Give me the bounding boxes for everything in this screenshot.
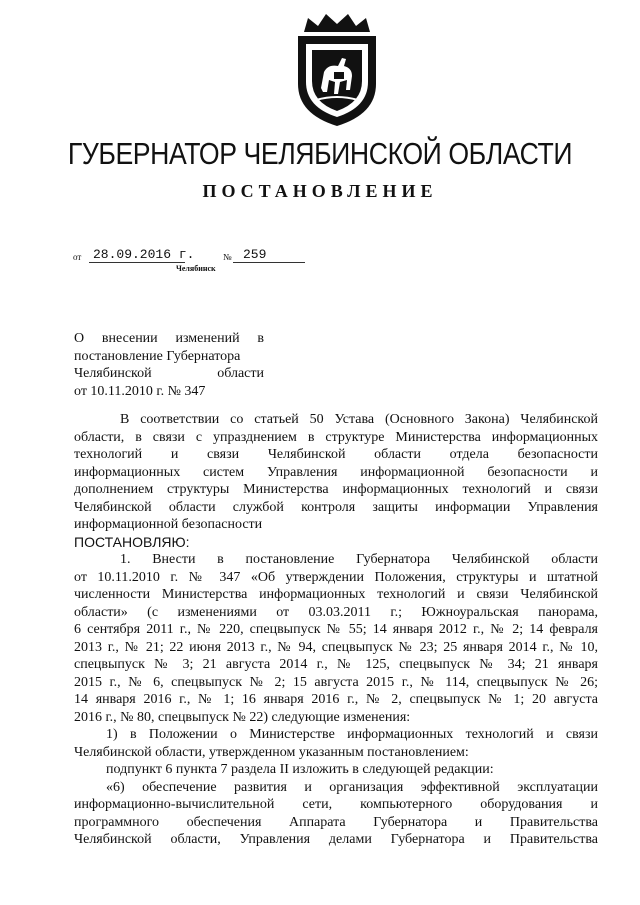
document-subject	[74, 330, 264, 400]
item1-line: 6 сентября 2011 г., № 220, спецвыпуск № 55; 14 января 2012 г., № 2; 14 февраля	[74, 622, 598, 637]
subject-line: О внесении изменений в	[74, 331, 264, 346]
document-body	[74, 411, 598, 849]
preamble-line: Челябинской области службой контроля защиты информации Управления	[74, 499, 598, 515]
item1-line: 2016 г., № 80, спецвыпуск № 22) следующие изменения:	[74, 709, 411, 725]
preamble-line: информационной безопасности	[74, 517, 263, 532]
number-value: 259	[243, 247, 267, 262]
item1-line: 1. Внести в постановление Губернатора Челябинской области	[120, 552, 598, 567]
item1-line: 2013 г., № 21; 22 июня 2013 г., № 94, спецвыпуск № 23; 25 января 2014 г., № 10,	[74, 639, 598, 655]
preamble-line: В соответствии со статьей 50 Устава (Основного Закона) Челябинской	[120, 412, 598, 427]
coat-of-arms-emblem	[294, 14, 380, 128]
sub1-line: 1) в Положении о Министерстве информационных технологий и связи	[106, 727, 598, 742]
decree-word: ПОСТАНОВЛЯЮ:	[74, 533, 190, 550]
item1-line: спецвыпуск № 3; 21 августа 2014 г., № 125, спецвыпуск № 34; 21 января	[74, 657, 598, 672]
subject-line: от 10.11.2010 г. № 347	[74, 383, 206, 399]
place-of-issue: Челябинск	[176, 264, 216, 273]
sub-point-line: подпункт 6 пункта 7 раздела II изложить в следующей редакции:	[106, 762, 494, 777]
item1-line: 2015 г., № 6, спецвыпуск № 2; 15 августа 2015 г., № 114, спецвыпуск № 26;	[74, 674, 598, 690]
item1-line: от 10.11.2010 г. № 347 «Об утверждении Положения, структуры и штатной	[74, 569, 598, 585]
quote-line: Челябинской области, Управления делами Губернатора и Правительства	[74, 832, 598, 847]
sub1-line: Челябинской области, утвержденном указанным постановлением:	[74, 744, 469, 760]
item1-line: 14 января 2016 г., № 1; 16 января 2016 г., № 2, спецвыпуск № 1; 20 августа	[74, 692, 598, 707]
document-type: ПОСТАНОВЛЕНИЕ	[202, 181, 438, 201]
subject-line: Челябинской области	[74, 366, 264, 381]
subject-line: постановление Губернатора	[74, 348, 241, 364]
quote-line: программного обеспечения Аппарата Губернатора и Правительства	[74, 814, 598, 830]
quote-line: «6) обеспечение развития и организация эффективной эксплуатации	[106, 779, 598, 795]
preamble-line: информационных систем Управления информационной безопасности и	[74, 464, 598, 480]
number-label: №	[223, 252, 232, 262]
date-underline	[89, 262, 185, 263]
item1-line: области» (с изменениями от 03.03.2011 г.; Южноуральская панорама,	[74, 604, 598, 620]
preamble-line: дополнением структуры Министерства информационных технологий и связи	[74, 482, 598, 497]
number-underline	[233, 262, 305, 263]
org-title: ГУБЕРНАТОР ЧЕЛЯБИНСКОЙ ОБЛАСТИ	[67, 136, 573, 171]
date-value: 28.09.2016 г.	[93, 247, 195, 262]
preamble-line: технологий и связи Челябинской области отдела безопасности	[74, 447, 598, 462]
quote-line: информационно-вычислительной сети, компьютерного оборудования и	[74, 797, 598, 812]
item1-line: численности Министерства информационных технологий и связи Челябинской	[74, 587, 598, 602]
preamble-line: области, в связи с упразднением в структуре Министерства информационных	[74, 429, 598, 445]
date-label: от	[73, 252, 82, 262]
